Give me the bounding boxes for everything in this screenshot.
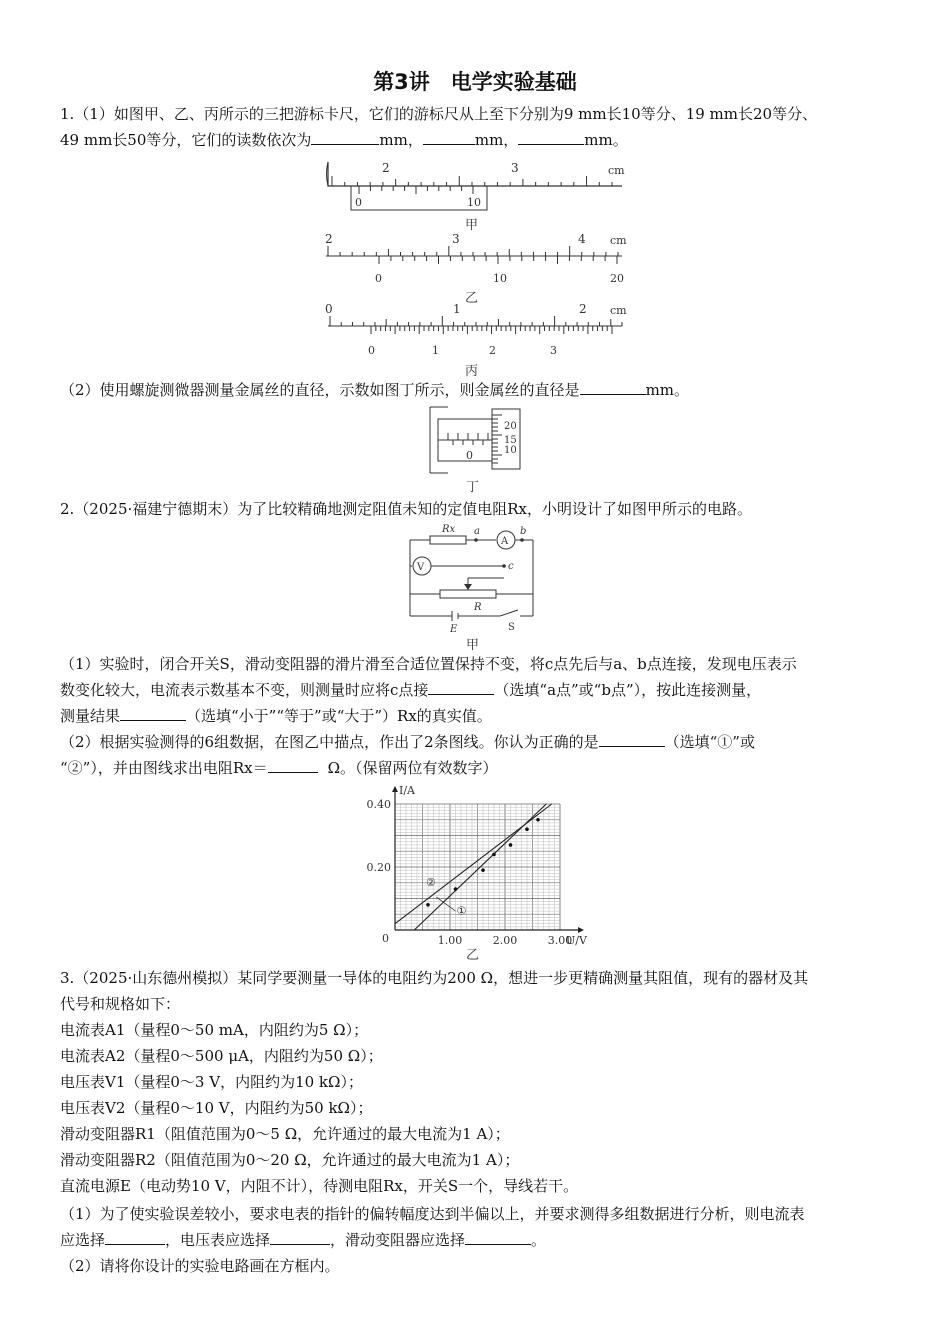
main-label: 0 xyxy=(325,302,333,316)
x-axis-arrow xyxy=(578,927,584,933)
caliper-bing-caption: 丙 xyxy=(465,364,479,379)
data-point xyxy=(492,853,496,857)
main-label: 2 xyxy=(382,161,390,175)
data-point xyxy=(481,868,485,872)
q3-line6: 电压表V2（量程0～10 V，内阻约为50 kΩ）； xyxy=(60,1099,373,1117)
rx-label: Rx xyxy=(442,524,456,535)
answer-blank-5[interactable] xyxy=(428,678,494,695)
vernier-label: 20 xyxy=(610,272,624,285)
point-b-label: b xyxy=(520,526,527,537)
thimble-label: 15 xyxy=(504,435,517,446)
answer-blank-8[interactable] xyxy=(268,756,318,773)
source-label: E xyxy=(450,624,458,635)
point-a-label: a xyxy=(474,526,480,537)
caliper-jia-caption: 甲 xyxy=(465,218,479,233)
unit-label: cm xyxy=(610,234,627,247)
rheostat-label: R xyxy=(474,602,482,613)
main-label: 3 xyxy=(511,161,519,175)
q2-intro: 2.（2025·福建宁德期末）为了比较精确地测定阻值未知的定值电阻Rx，小明设计了如图甲所示的电路。 xyxy=(60,500,753,518)
unit-label: cm xyxy=(608,164,625,177)
answer-blank-10[interactable] xyxy=(270,1228,330,1245)
y-tick-label: 0.40 xyxy=(366,798,391,811)
voltmeter-icon: V xyxy=(417,562,425,573)
q2-p1-line3: 测量结果 （选填“小于”“等于”或“大于”）Rx的真实值。 xyxy=(60,703,900,729)
q1-line1: 1.（1）如图甲、乙、丙所示的三把游标卡尺，它们的游标尺从上至下分别为9 mm长10等分、19 mm长20等分、 xyxy=(60,105,818,123)
caliper-jia xyxy=(322,158,632,218)
ammeter-icon: A xyxy=(501,536,509,547)
vernier-label: 0 xyxy=(355,196,362,209)
x-tick-label: 2.00 xyxy=(492,934,518,947)
q3-line9: 直流电源E（电动势10 V，内阻不计），待测电阻Rx，开关S一个，导线若干。 xyxy=(60,1177,579,1195)
switch-label: S xyxy=(508,622,515,633)
answer-blank-4[interactable] xyxy=(580,378,646,395)
x-tick-label: 1.00 xyxy=(437,934,463,947)
q2-p2-line1: （2）根据实验测得的6组数据，在图乙中描点，作出了2条图线。你认为正确的是 （选填“①”或 xyxy=(60,729,900,755)
caliper-yi xyxy=(322,230,634,290)
answer-blank-3[interactable] xyxy=(518,128,584,145)
q3-line10: （1）为了使实验误差较小，要求电表的指针的偏转幅度达到半偏以上，并要求测得多组数据进行分析，则电流表 xyxy=(60,1205,805,1223)
q2-p2-line2: “②”），并由图线求出电阻Rx＝ Ω。（保留两位有效数字） xyxy=(60,755,900,781)
main-label: 2 xyxy=(325,232,333,246)
q1-line2: 49 mm长50等分，它们的读数依次为 mm， mm， mm。 xyxy=(60,127,900,153)
series-label-2: ② xyxy=(426,875,436,889)
chart-caption: 乙 xyxy=(466,948,480,963)
y-tick-label: 0.20 xyxy=(366,861,391,874)
data-point xyxy=(536,818,540,822)
q3-line2: 代号和规格如下： xyxy=(60,995,181,1013)
micrometer xyxy=(420,405,530,477)
vernier-label: 0 xyxy=(368,344,375,357)
origin-label: 0 xyxy=(382,932,389,945)
thimble-label: 20 xyxy=(504,421,517,432)
answer-blank-11[interactable] xyxy=(465,1228,531,1245)
x-axis-label: U/V xyxy=(566,934,587,947)
vernier-label: 0 xyxy=(375,272,382,285)
q3-line5: 电压表V1（量程0～3 V，内阻约为10 kΩ）； xyxy=(60,1073,363,1091)
data-point xyxy=(525,827,529,831)
series-label-1: ① xyxy=(456,904,467,918)
page-title: 第3讲 电学实验基础 xyxy=(373,70,577,94)
thimble-label: 10 xyxy=(504,445,517,456)
answer-blank-7[interactable] xyxy=(599,730,665,747)
y-axis-arrow xyxy=(392,786,398,792)
answer-blank-9[interactable] xyxy=(105,1228,165,1245)
data-point xyxy=(426,903,430,907)
main-label: 4 xyxy=(578,232,586,246)
q3-line11: 应选择 ，电压表应选择 ，滑动变阻器应选择 。 xyxy=(60,1227,900,1253)
q2-p1-line1: （1）实验时，闭合开关S，滑动变阻器的滑片滑至合适位置保持不变，将c点先后与a、b点连接，发现电压表示 xyxy=(60,655,797,673)
vernier-label: 2 xyxy=(489,344,496,357)
vernier-label: 10 xyxy=(493,272,507,285)
q3-line4: 电流表A2（量程0～500 μA，内阻约为50 Ω）； xyxy=(60,1047,383,1065)
q3-line3: 电流表A1（量程0～50 mA，内阻约为5 Ω）； xyxy=(60,1021,369,1039)
answer-blank-1[interactable] xyxy=(311,128,379,145)
sleeve-label: 0 xyxy=(466,449,473,462)
vernier-label: 1 xyxy=(432,344,439,357)
data-point xyxy=(454,887,458,891)
circuit-caption: 甲 xyxy=(466,638,480,653)
vernier-label: 3 xyxy=(550,344,557,357)
y-axis-label: I/A xyxy=(399,784,415,797)
iu-chart xyxy=(360,780,600,958)
x-tick-label: 3.00 xyxy=(547,934,573,947)
answer-blank-2[interactable] xyxy=(423,128,475,145)
micrometer-caption: 丁 xyxy=(466,480,480,495)
q3-line1: 3.（2025·山东德州模拟）某同学要测量一导体的电阻约为200 Ω，想进一步更精确测量其阻值，现有的器材及其 xyxy=(60,969,809,987)
point-c-label: c xyxy=(508,561,514,572)
circuit-diagram xyxy=(400,520,550,635)
main-label: 1 xyxy=(453,302,461,316)
q3-line8: 滑动变阻器R2（阻值范围为0～20 Ω，允许通过的最大电流为1 A）； xyxy=(60,1151,520,1169)
q2-p1-line2: 数变化较大，电流表示数基本不变，则测量时应将c点接 （选填“a点”或“b点”），按此连接测量， xyxy=(60,677,900,703)
q3-line7: 滑动变阻器R1（阻值范围为0～5 Ω，允许通过的最大电流为1 A）； xyxy=(60,1125,510,1143)
data-point xyxy=(509,843,513,847)
q1-part2: （2）使用螺旋测微器测量金属丝的直径，示数如图丁所示，则金属丝的直径是 mm。 xyxy=(60,377,900,403)
q3-line12: （2）请将你设计的实验电路画在方框内。 xyxy=(60,1257,340,1275)
answer-blank-6[interactable] xyxy=(120,704,186,721)
caliper-bing xyxy=(322,300,634,362)
unit-label: cm xyxy=(610,304,627,317)
caliper-yi-caption: 乙 xyxy=(465,291,479,306)
main-label: 2 xyxy=(579,302,587,316)
main-label: 3 xyxy=(452,232,460,246)
vernier-label: 10 xyxy=(467,196,481,209)
